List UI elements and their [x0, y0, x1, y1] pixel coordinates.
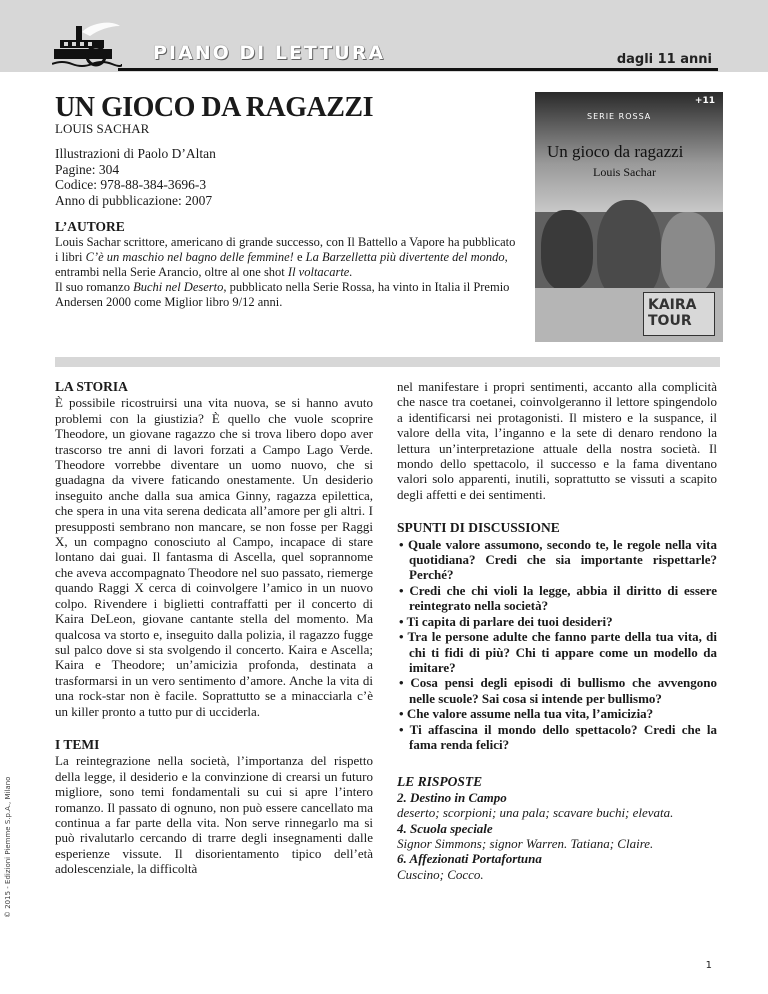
illustrator: Illustrazioni di Paolo D’Altan	[55, 146, 216, 161]
series-title: PIANO DI LETTURA	[153, 42, 386, 64]
cover-series: SERIE ROSSA	[587, 112, 652, 121]
page-number: 1	[705, 960, 712, 971]
story-heading: LA STORIA	[55, 379, 128, 394]
list-item: • Quale valore assumono, secondo te, le regole nella vita quotidiana? Credi che sia importante rispettarle? Perché?	[399, 536, 717, 583]
book-title: UN GIOCO DA RAGAZZI	[55, 92, 373, 123]
themes-heading: I TEMI	[55, 736, 100, 752]
section-divider	[55, 357, 720, 367]
list-item: • Ti capita di parlare dei tuoi desideri?	[399, 613, 613, 629]
answer-text: Cuscino; Cocco.	[397, 866, 484, 882]
header-rule	[118, 68, 718, 71]
cover-author: Louis Sachar	[593, 165, 656, 179]
book-author: LOUIS SACHAR	[55, 121, 150, 136]
list-item: • Ti affascina il mondo dello spettacolo? Credi che la fama renda felici?	[399, 721, 717, 752]
answers-heading: LE RISPOSTE	[397, 774, 483, 790]
page-count: Pagine: 304	[55, 161, 120, 177]
story-text: È possibile ricostruirsi una vita nuova, se si hanno avuto problemi con la giustizia? È quello che vuole scoprire Theodore, un giovane ragazzo che si trova libero dopo aver trascorso tre anni di lavori forzati a Campo Lago Verde. Theodore vorrebbe diventare un uomo nuovo, che si guadagna da vivere faticando onestamente. Un desiderio inseguito anche dalla sua amica Ginny, ragazza epilettica, che spera in una vita serena dedicata all’amore per gli altri. I presupposti sembrano non mancare, se non fosse per Raggi X, un compagno conosciuto al Campo, incapace di stare lontano dai guai. Il fantasma di Ascella, quel soprannome che aveva accompagnato Theodore nel suo passato, riemerge quando Raggi X cerca di coinvolgere l’amico in un nuovo colpo. Rivendere i biglietti contraffatti per il concerto di Kaira DeLeon, giovane cantante stella del momento. Ma qualcosa va storto e, inseguito dalla polizia, il ragazzo fugge sul palco dove si sta svolgendo il concerto. Kaira e Ascella; Kaira e Theodore; un’amicizia profonda, destinata a trasformarsi in un vero sentimento d’amore. Anche la vita di una rock-star non è facile. Soprattutto se a minacciarla c’è un killer pronto a tutto pur di ucciderla.	[55, 395, 373, 719]
isbn-code: Codice: 978-88-384-3696-3	[55, 177, 207, 192]
discussion-list	[397, 537, 717, 753]
list-item: • Credi che chi violi la legge, abbia il diritto di essere reintegrato nella società?	[399, 582, 717, 614]
cover-title: Un gioco da ragazzi	[547, 142, 684, 161]
cover-age: +11	[694, 96, 715, 106]
publication-year: Anno di pubblicazione: 2007	[55, 192, 213, 208]
cover-poster: KAIRA TOUR	[643, 292, 715, 336]
answer-section: 2. Destino in Campo	[397, 789, 507, 805]
right-column	[397, 379, 717, 882]
list-item: • Cosa pensi degli episodi di bullismo che avvengono nelle scuole? Sai cosa si intende per bullismo?	[399, 675, 717, 706]
book-details	[55, 146, 216, 208]
copyright-notice: © 2015 - Edizioni Piemme S.p.A., Milano	[4, 776, 12, 918]
answer-text: Signor Simmons; signor Warren. Tatiana; Claire.	[397, 835, 654, 851]
list-item: • Che valore assume nella tua vita, l’amicizia?	[399, 706, 654, 722]
left-column	[55, 379, 373, 877]
discussion-heading: SPUNTI DI DISCUSSIONE	[397, 520, 560, 536]
answer-section: 4. Scuola speciale	[397, 820, 493, 836]
book-cover-image	[535, 92, 723, 342]
author-text: Louis Sachar scrittore, americano di grande successo, con Il Battello a Vapore ha pubblicato i libri C’è un maschio nel bagno delle femmine! e La Barzelletta più divertente del mondo, entrambi nella Serie Arancio, oltre al one shot Il voltacarte. Il suo romanzo Buchi nel Deserto, pubblicato nella Serie Rossa, ha vinto in Italia il Premio Andersen 2000 come Miglior libro 9/12 anni.	[55, 235, 516, 309]
themes-text: La reintegrazione nella società, l’importanza del rispetto della legge, il desiderio e la convinzione di crearsi un futuro migliore, sono temi fondamentali su cui si apre l’intero romanzo. Il passato di ognuno, non può essere cancellato ma continua a far parte della vita. Non serve rinnegarlo ma si può rivalutarlo cercando di trarre degli insegnamenti dalle esperienze vissute. Il disorientamento tipico dell’età adolescenziale, la difficoltà	[55, 753, 373, 877]
steamboat-logo-icon	[52, 18, 122, 70]
author-heading: L’AUTORE	[55, 219, 125, 234]
list-item: • Tra le persone adulte che fanno parte della tua vita, di chi ti fidi di più? Chi ti appare come un modello da imitare?	[399, 629, 717, 675]
answer-text: deserto; scorpioni; una pala; scavare buchi; elevata.	[397, 805, 674, 821]
themes-text-continued: nel manifestare i propri sentimenti, accanto alla complicità che nasce tra coetanei, coinvolgeranno il lettore spingendolo a identificarsi nei protagonisti. Il mistero e la suspance, il valore della vita, l’inganno e la sete di denaro rendono la lettura un’interpretazione attuale della nostra società. Il mondo dello spettacolo, il successo e la fama diventano valori solo apparenti, inutili, soprattutto se vissuti a scapito degli affetti e dei sentimenti.	[397, 379, 717, 502]
age-range: dagli 11 anni	[616, 52, 712, 67]
answer-section: 6. Affezionati Portafortuna	[397, 851, 542, 867]
